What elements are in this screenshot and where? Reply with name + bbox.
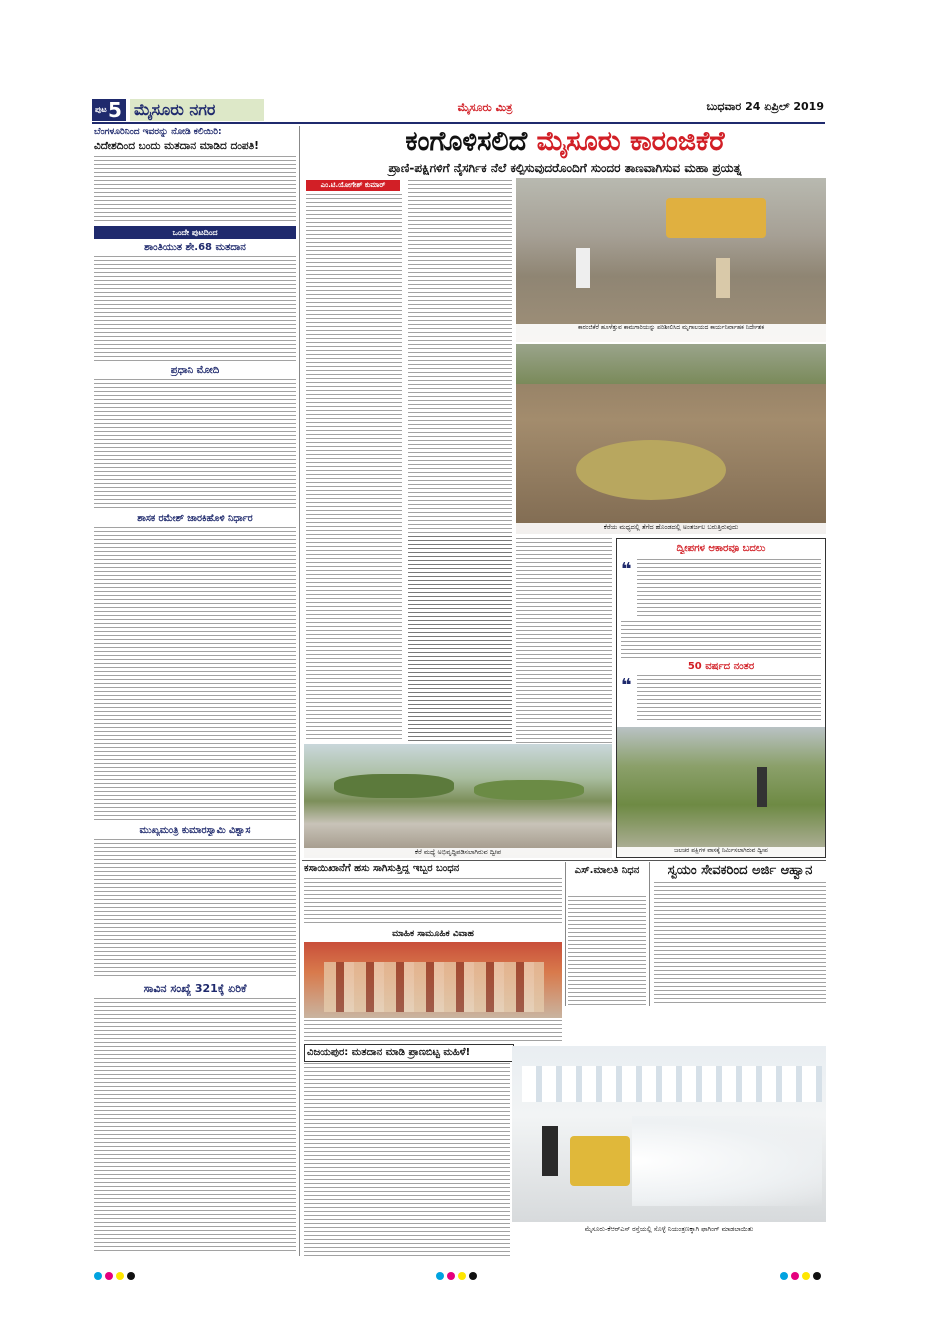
- lead-photo-pit-caption: ಕೆರೆಯ ಮಧ್ಯದಲ್ಲಿ ತೆಗೆದ ಹೊಂಡದಲ್ಲಿ ಅಂತರ್ಜಲ ಬರುತ್ತಿರುವುದು: [516, 523, 826, 534]
- page-number-box: [92, 99, 126, 121]
- story-cow-headline: ಕಸಾಯಿಖಾನೆಗೆ ಹಸು ಸಾಗಿಸುತ್ತಿದ್ದ ಇಬ್ಬರ ಬಂಧನ: [304, 863, 460, 874]
- print-registration-marks: [94, 1265, 138, 1284]
- story-obit-headline: ಎಸ್.ಮಾಲತಿ ನಿಧನ: [574, 865, 640, 876]
- lead-photo-excavation: [516, 178, 826, 342]
- issue-date: ಬುಧವಾರ 24 ಏಪ್ರಿಲ್ 2019: [706, 100, 824, 113]
- sidebox-h2: 50 ವರ್ಷದ ನಂತರ: [687, 661, 755, 672]
- print-registration-marks-right: [780, 1265, 824, 1284]
- lead-photo-birds-island: [617, 727, 825, 857]
- left-h1: ಶಾಂತಿಯುತ ಶೇ.68 ಮತದಾನ: [144, 242, 246, 253]
- lead-col3-text: [408, 536, 512, 741]
- left-h4: ಮುಖ್ಯಮಂತ್ರಿ ಕುಮಾರಸ್ವಾಮಿ ವಿಶ್ವಾಸ: [139, 825, 251, 836]
- left-text-2: [94, 379, 296, 465]
- print-registration-marks-center: [436, 1265, 480, 1284]
- left-h2: ಪ್ರಧಾನಿ ಮೋದಿ: [170, 365, 220, 376]
- story-wedding-headline: ಮಾಹಿಕ ಸಾಮೂಹಿಕ ವಿವಾಹ: [392, 929, 474, 939]
- sidebox-h1: ದ್ವೀಪಗಳ ಆಕಾರವೂ ಬದಲು: [676, 543, 766, 554]
- left-text-4: [94, 839, 296, 979]
- rule-v3: [649, 862, 650, 1006]
- story-volunteer-headline: ಸ್ವಯಂ ಸೇವಕರಿಂದ ಅರ್ಜಿ ಆಹ್ವಾನ: [667, 863, 813, 878]
- wedding-photo: [304, 942, 562, 1018]
- left-h5: ಸಾವಿನ ಸಂಖ್ಯೆ 321ಕ್ಕೆ ಏರಿಕೆ: [143, 982, 247, 995]
- lead-photo-birds-caption: ಜಲಚರ ಪಕ್ಷಿಗಳ ವಾಸಕ್ಕೆ ನಿರ್ಮಿಸಲಾಗಿರುವ ದ್ವೀಪ: [617, 847, 825, 857]
- sidebox-text-1: [637, 559, 821, 619]
- sidebox-text-1b: [621, 621, 821, 661]
- left-text-3b: [94, 467, 296, 511]
- lead-byline: ಎಂ.ಟಿ.ಯೋಗೇಶ್ ಕುಮಾರ್: [306, 180, 400, 191]
- column-rule: [299, 126, 300, 1256]
- story-obit-text: [568, 896, 646, 1006]
- left-h3: ಶಾಸಕ ರಮೇಶ್ ಜಾರಕಿಹೊಳಿ ನಿರ್ಧಾರ: [137, 513, 253, 524]
- left-text-4b: [94, 779, 296, 823]
- quote-icon: ❝: [621, 559, 632, 580]
- island-sidebox: [616, 538, 826, 858]
- lead-photo-island: [304, 744, 612, 858]
- story-volunteer-text: [654, 882, 826, 1006]
- lead-headline: [304, 124, 826, 160]
- page-number: 5: [108, 98, 122, 122]
- paper-name: ಮೈಸೂರು ಮಿತ್ರ: [457, 101, 513, 114]
- left-text-5: [94, 998, 296, 1254]
- fogging-caption: ಮೈಸೂರು-ಕೆಆರ್‌ಎಸ್ ರಸ್ತೆಯಲ್ಲಿ ಸೊಳ್ಳೆ ನಿಯಂತ್ರಣಕ್ಕಾಗಿ ಫಾಗಿಂಗ್ ಮಾಡಲಾಯಿತು: [512, 1224, 826, 1254]
- wedding-caption: [304, 1020, 562, 1044]
- sidebox-text-2: [637, 675, 821, 721]
- story-cow-text: [304, 878, 562, 924]
- lead-headline-part2: ಮೈಸೂರು ಕಾರಂಜಿಕೆರೆ: [536, 126, 725, 157]
- lead-headline-part1: ಕಂಗೊಳಿಸಲಿದೆ: [405, 126, 528, 157]
- left-headline: ವಿದೇಶದಿಂದ ಬಂದು ಮತದಾನ ಮಾಡಿದ ದಂಪತಿ!: [94, 140, 259, 152]
- left-section-bar: ಒಂದೇ ಪುಟದಿಂದ: [94, 226, 296, 239]
- left-text-1: [94, 256, 296, 364]
- left-text-3: [94, 527, 296, 777]
- fogging-photo: [512, 1046, 826, 1222]
- left-story-text: [94, 156, 296, 222]
- story-vijayapura-headline: ವಿಜಯಪುರ: ಮತದಾನ ಮಾಡಿ ಪ್ರಾಣಬಿಟ್ಟ ಮಹಿಳೆ!: [304, 1044, 514, 1062]
- story-vijayapura-text: [304, 1063, 510, 1257]
- lead-photo-pit: [516, 344, 826, 534]
- page-label: ಪುಟ: [95, 105, 107, 114]
- lead-photo-island-caption: ಕೆರೆ ಮಧ್ಯೆ ಅಭಿವೃದ್ಧಿಪಡಿಸಲಾಗಿರುವ ದ್ವೀಪ: [304, 848, 612, 858]
- lead-subhead: ಪ್ರಾಣಿ-ಪಕ್ಷಿಗಳಿಗೆ ನೈಸರ್ಗಿಕ ನೆಲೆ ಕಲ್ಪಿಸುವುದರೊಂದಿಗೆ ಸುಂದರ ತಾಣವಾಗಿಸುವ ಮಹಾ ಪ್ರಯತ್ನ: [388, 161, 742, 175]
- lead-photo-excavation-caption: ಕಾರಂಜಿಕೆರೆ ಹೂಳೆತ್ತುವ ಕಾಮಗಾರಿಯನ್ನು ಪರಿಶೀಲಿಸಿದ ಮೃಗಾಲಯದ ಕಾರ್ಯನಿರ್ವಾಹಕ ನಿರ್ದೇಶಕ: [516, 324, 826, 342]
- quote-icon-2: ❝: [621, 675, 632, 696]
- left-kicker: ಬೆಂಗಳೂರಿನಿಂದ ಇವರನ್ನು ನೋಡಿ ಕಲಿಯಿರಿ:: [94, 127, 222, 137]
- rule-v2: [565, 862, 566, 1006]
- lead-bottom-rule: [302, 860, 826, 861]
- section-name: ಮೈಸೂರು ನಗರ: [130, 99, 264, 121]
- lead-col1-text: [306, 194, 402, 741]
